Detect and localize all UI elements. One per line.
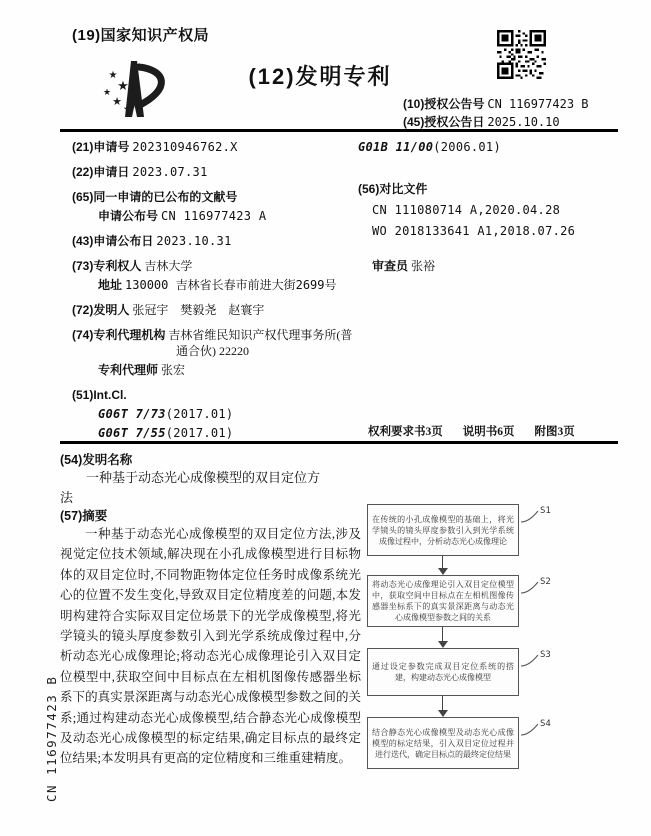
citation-2: WO 2018133641 A1,2018.07.26 xyxy=(372,224,576,238)
abstract-label: (57)摘要 xyxy=(60,509,108,523)
examiner-label: 审查员 xyxy=(372,259,409,273)
patentee-field xyxy=(72,258,360,293)
inventors-field xyxy=(72,302,360,318)
grant-date-label: (45)授权公告日 xyxy=(403,115,485,129)
patentee-value: 吉林大学 xyxy=(144,259,193,273)
grant-publication-date-row xyxy=(403,113,619,130)
description-pages: 说明书6页 xyxy=(462,426,515,438)
agency-value: 吉林省维民知识产权代理事务所(普通合伙) 22220 xyxy=(168,328,353,358)
invention-title: 一种基于动态光心成像模型的双目定位方法 xyxy=(60,470,321,505)
application-publication-number-value: CN 116977423 A xyxy=(161,209,267,223)
ipc-version-1: (2017.01) xyxy=(165,407,234,421)
application-publication-date-field xyxy=(72,233,360,249)
document-type-title: (12)发明专利 xyxy=(248,64,392,89)
flowchart-step-2: 将动态光心成像理论引入双目定位模型中，获取空间中目标点在左相机图像传感器坐标系下的真实景深距离与动态光心成像模型参数之间的关系 xyxy=(367,575,519,627)
arrow-down-icon xyxy=(438,641,448,648)
same-application-label: (65)同一申请的已公布的文献号 xyxy=(72,190,238,204)
application-number-value: 202310946762.X xyxy=(132,140,238,154)
page-counts-row xyxy=(368,423,575,439)
same-application-field xyxy=(72,189,360,224)
agency-field xyxy=(72,327,360,378)
application-publication-number-label: 申请公布号 xyxy=(98,209,159,223)
arrow-down-icon xyxy=(438,710,448,717)
agency-label: (74)专利代理机构 xyxy=(72,328,166,342)
application-date-field xyxy=(72,164,360,180)
grant-number-value: CN 116977423 B xyxy=(487,97,589,111)
ipc-code-2: G06T 7/55 xyxy=(98,426,166,440)
flow-connector xyxy=(442,696,443,710)
int-cl-field xyxy=(72,387,360,441)
ipc-code-1: G06T 7/73 xyxy=(98,407,166,421)
application-number-field xyxy=(72,139,360,155)
step-label-s3: S3 xyxy=(540,650,551,660)
step-label-s4: S4 xyxy=(540,719,551,729)
inventors-label: (72)发明人 xyxy=(72,303,130,317)
svg-text:★: ★ xyxy=(102,87,112,97)
address-label: 地址 xyxy=(98,278,123,292)
step-label-s1: S1 xyxy=(540,506,551,516)
biblio-left-column xyxy=(72,139,360,450)
drawings-pages: 附图3页 xyxy=(534,426,575,438)
application-number-label: (21)申请号 xyxy=(72,140,130,154)
examiner-value: 张裕 xyxy=(411,259,436,273)
inventors-value: 张冠宇 樊毅尧 赵寰宇 xyxy=(132,303,265,317)
invention-title-label: (54)发明名称 xyxy=(60,453,133,467)
qr-code-icon xyxy=(497,30,546,79)
header-divider xyxy=(60,129,618,132)
flowchart-step-4: 结合静态光心成像模型及动态光心成像模型的标定结果，引入双目定位过程并进行迭代，确定目标点的最终定位结果 xyxy=(367,717,519,769)
grant-date-value: 2025.10.10 xyxy=(487,115,560,129)
application-date-label: (22)申请日 xyxy=(72,165,130,179)
flowchart-figure xyxy=(358,492,620,792)
application-date-value: 2023.07.31 xyxy=(132,165,208,179)
issuing-office: (19)国家知识产权局 xyxy=(72,27,210,44)
int-cl-label: (51)Int.Cl. xyxy=(72,388,127,402)
flow-connector xyxy=(442,556,443,568)
application-publication-date-label: (43)申请公布日 xyxy=(72,234,154,248)
citations-label: (56)对比文件 xyxy=(358,182,428,196)
step-label-s2: S2 xyxy=(540,577,551,587)
ipc-version-2: (2017.01) xyxy=(165,426,234,440)
callout-leader-icon xyxy=(520,652,542,668)
examiner-field xyxy=(372,258,620,274)
citations-field xyxy=(358,181,620,242)
callout-leader-icon xyxy=(520,721,542,737)
flowchart-step-3: 通过设定参数完成双目定位系统的搭建，构建动态光心成像模型 xyxy=(367,648,519,696)
ipc-code-3: G01B 11/00 xyxy=(358,140,434,154)
flow-connector xyxy=(442,627,443,641)
biblio-right-column xyxy=(358,139,620,283)
application-publication-date-value: 2023.10.31 xyxy=(156,234,232,248)
svg-text:★: ★ xyxy=(108,70,118,81)
agent-label: 专利代理师 xyxy=(98,363,159,377)
grant-publication-number-row xyxy=(403,95,619,112)
agent-value: 张宏 xyxy=(161,363,186,377)
svg-text:★: ★ xyxy=(112,96,122,108)
margin-document-number: CN 116977423 B xyxy=(44,675,59,802)
callout-leader-icon xyxy=(520,508,542,524)
patentee-label: (73)专利权人 xyxy=(72,259,142,273)
svg-text:★: ★ xyxy=(122,103,136,118)
svg-text:★: ★ xyxy=(117,78,129,93)
abstract-text: 一种基于动态光心成像模型的双目定位方法,涉及视觉定位技术领域,解决现在小孔成像模型进行目标物体的双目定位时,不同物距物体定位任务时成像系统光心的位置不发生变化,导致双目定位精度差的问题,本发明构建符合实际双目定位场景下的光学成像模型,将光学镜头的镜头厚度参数引入到光学系统成像过程中,分析动态光心成像理论;将动态光心成像理论引入双目定位模型中,获取空间中目标点在左相机图像传感器坐标系下的真实景深距离与动态光心成像模型参数之间的关系;通过构建动态光心成像模型,结合静态光心成像模型及动态光心成像模型的标定结果,确定目标点的最终定位结果;本发明具有更高的定位精度和三维重建精度。 xyxy=(60,527,361,766)
grant-number-label: (10)授权公告号 xyxy=(403,97,485,111)
arrow-down-icon xyxy=(438,568,448,575)
ipc-version-3: (2006.01) xyxy=(433,140,501,154)
citation-1: CN 111080714 A,2020.04.28 xyxy=(372,203,561,217)
callout-leader-icon xyxy=(520,579,542,595)
address-value: 130000 吉林省长春市前进大街2699号 xyxy=(125,278,337,292)
claims-pages: 权利要求书3页 xyxy=(368,426,443,438)
ipc-continuation-field xyxy=(358,139,620,155)
biblio-divider xyxy=(60,441,618,444)
flowchart-step-1: 在传统的小孔成像模型的基础上，将光学镜头的镜头厚度参数引入到光学系统成像过程中，分析动态光心成像理论 xyxy=(367,504,519,556)
